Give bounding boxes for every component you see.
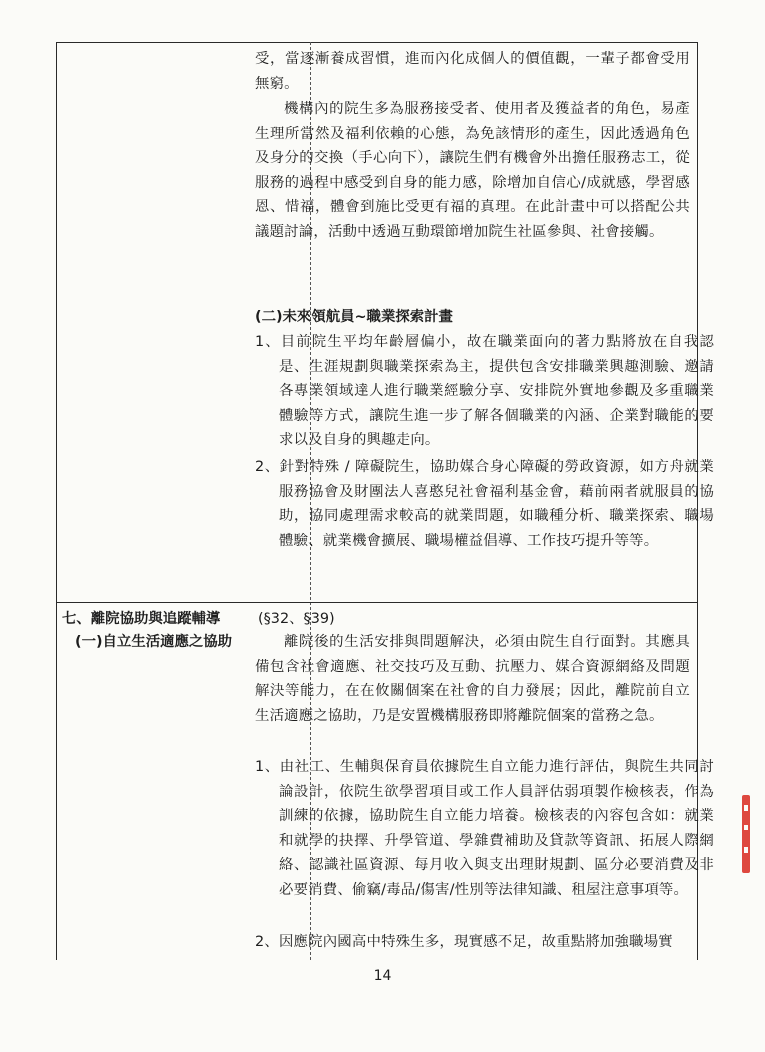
independent-living-paragraph: 離院後的生活安排與問題解決，必須由院生自行面對。其應具備包含社會適應、社交技巧及互動、抗壓力、媒合資源網絡及問題解決等能力，在在攸關個案在社會的自力發展；因此，離院前自立生活適應之協助，乃是安置機構服務即將離院個案的當務之急。 [255, 634, 690, 724]
career-item-2: 2、針對特殊 / 障礙院生，協助媒合身心障礙的勞政資源，如方舟就業服務協會及財團法人喜憨兒社會福利基金會，藉前兩者就服員的協助，協同處理需求較高的就業問題，如職種分析、職業探索、職場體驗、就業機會擴展、職場權益倡導、工作技巧提升等等。 [255, 459, 714, 549]
section-seven-subtitle: (一)自立生活適應之協助 [75, 634, 233, 650]
section-seven-title: 七、離院協助與追蹤輔導 [62, 611, 221, 627]
row-divider [57, 602, 697, 603]
independent-living-item-1: 1、由社工、生輔與保育員依據院生自立能力進行評估，與院生共同討論設計，依院生欲學習項目或工作人員評估弱項製作檢核表，作為訓練的依據，協助院生自立能力培養。檢核表的內容包含如：就業和就學的抉擇、升學管道、學雜費補助及貸款等資訊、拓展人際網絡、認識社區資源、每月收入與支出理財規劃、區分必要消費及非必要消費、偷竊/毒品/傷害/性別等法律知識、租屋注意事項等。 [255, 759, 714, 898]
career-plan-heading: (二)未來領航員~職業探索計畫 [255, 309, 453, 325]
career-item-1: 1、目前院生平均年齡層偏小，故在職業面向的著力點將放在自我認是、生涯規劃與職業探索為主，提供包含安排職業興趣測驗、邀請各專業領域達人進行職業經驗分享、安排院外實地參觀及多重職業體驗等方式，讓院生進一步了解各個職業的內涵、企業對職能的要求以及自身的興趣走向。 [255, 334, 714, 449]
page-number: 14 [373, 968, 392, 984]
independent-living-item-2: 2、因應院內國高中特殊生多，現實感不足，故重點將加強職場實 [255, 934, 673, 950]
paragraph-continued: 受，當逐漸養成習慣，進而內化成個人的價值觀，一輩子都會受用無窮。 [255, 51, 690, 92]
paragraph-service-volunteer: 機構內的院生多為服務接受者、使用者及獲益者的角色，易產生理所當然及福利依賴的心態，為免該情形的產生，因此透過角色及身分的交換（手心向下），讓院生們有機會外出擔任服務志工，從服務的過程中感受到自身的能力感，除增加自信心/成就感，學習感恩、惜福，體會到施比受更有福的真理。在此計畫中可以搭配公共議題討論，活動中透過互動環節增加院生社區參與、社會接觸。 [255, 101, 690, 240]
table-top-border [56, 42, 698, 43]
red-stamp-mark [740, 795, 752, 875]
law-reference: (§32、§39) [258, 611, 335, 627]
